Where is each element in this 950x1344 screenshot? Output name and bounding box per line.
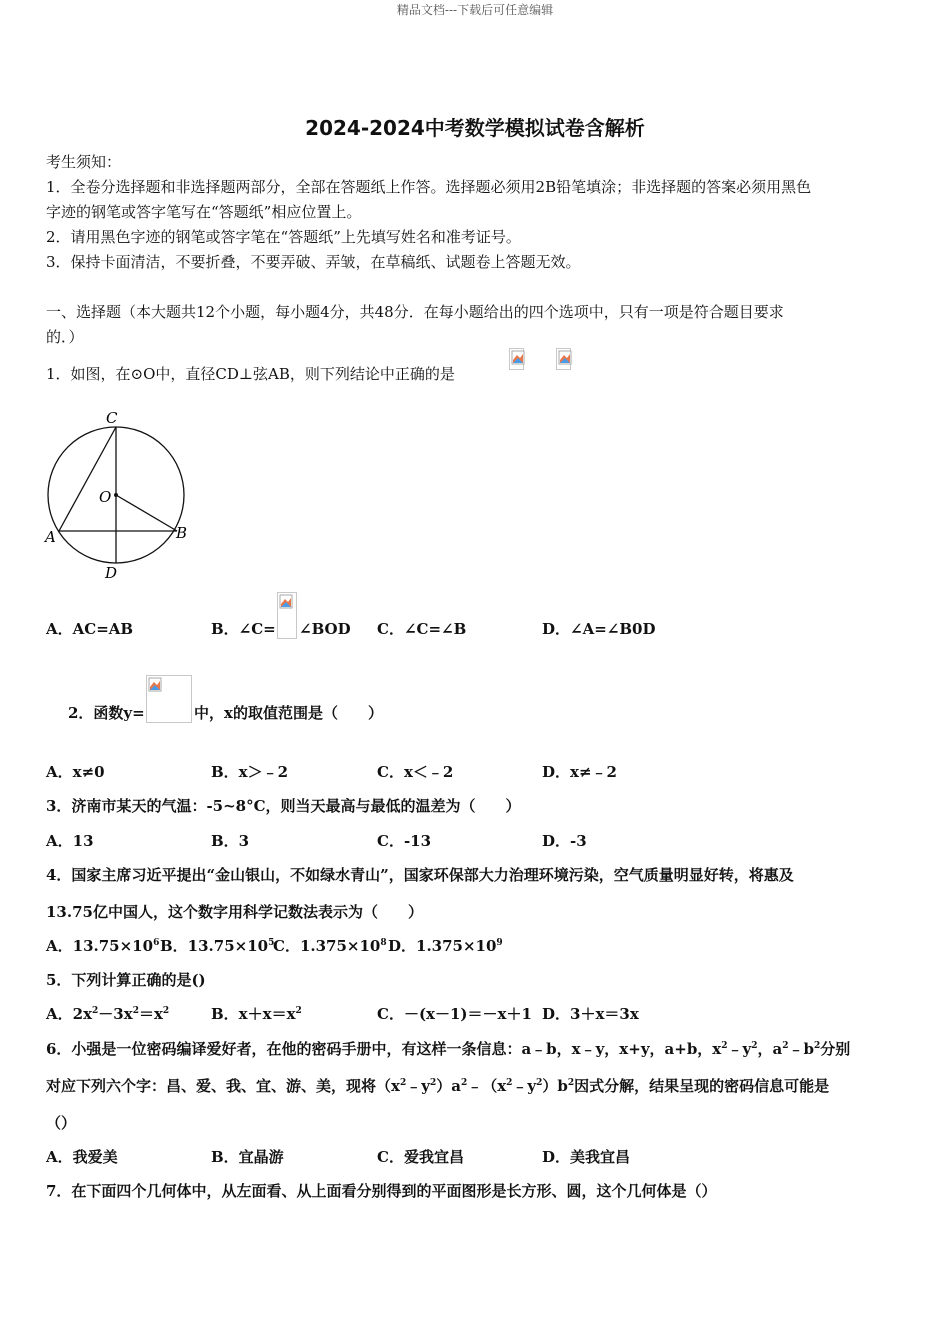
q1-stem: 1．如图，在⊙O中，直径CD⊥弦AB，则下列结论中正确的是 xyxy=(46,365,455,383)
q6-stem-cont: 对应下列六个字：昌、爱、我、宜、游、美，现将$(x^2﹣y^2)a^2﹣(x^2﹣y^2)b^2$因式分解，结果呈现的密码信息可能是 xyxy=(46,1077,830,1095)
q2-option-d[interactable]: D．x≠﹣2 xyxy=(542,763,617,781)
q3-option-b[interactable]: B．3 xyxy=(211,832,250,850)
q2-stem-post: 中，x的取值范围是（ ） xyxy=(194,704,383,722)
q2-option-a[interactable]: A．x≠0 xyxy=(46,763,105,781)
q2-option-c[interactable]: C．x＜﹣2 xyxy=(377,763,454,781)
label-d: D xyxy=(105,564,118,582)
q1-option-d[interactable]: D．∠A=∠B0D xyxy=(542,620,656,638)
circle-diagram xyxy=(40,405,200,585)
broken-image-icon xyxy=(277,592,297,639)
broken-image-icon xyxy=(146,675,192,723)
notice-heading: 考生须知： xyxy=(46,153,122,171)
section-heading: 一、选择题（本大题共12个小题，每小题4分，共48分．在每小题给出的四个选项中，只有一项是符合题目要求 xyxy=(46,303,784,321)
q6-stem: 6．小强是一位密码编译爱好者，在他的密码手册中，有这样一条信息：a﹣b，x﹣y，x+y，a+b，$x^2﹣y^2$，$a^2﹣b^2$分别 xyxy=(46,1040,851,1058)
q4-option-d[interactable]: D．$1.375\times 10^9$ xyxy=(388,937,503,955)
notice-item: 1．全卷分选择题和非选择题两部分，全部在答题纸上作答。选择题必须用2B铅笔填涂；非选择题的答案必须用黑色 xyxy=(46,178,812,196)
q1-option-b-pre[interactable]: B．∠C= xyxy=(211,620,276,638)
document-title: 2024-2024中考数学模拟试卷含解析 xyxy=(305,116,645,140)
q1-option-a[interactable]: A．AC=AB xyxy=(46,620,134,638)
q5-option-c[interactable]: C．－(x－1)＝－x＋1 xyxy=(377,1005,532,1023)
q3-option-c[interactable]: C．-13 xyxy=(377,832,432,850)
q5-option-d[interactable]: D．3＋x＝3x xyxy=(542,1005,639,1023)
notice-item: 2．请用黑色字迹的钢笔或答字笔在“答题纸”上先填写姓名和准考证号。 xyxy=(46,228,521,246)
section-heading-cont: 的．） xyxy=(46,328,84,346)
q6-option-a[interactable]: A．我爱美 xyxy=(46,1148,118,1166)
broken-image-icon xyxy=(556,348,571,370)
q4-option-b[interactable]: B．$13.75\times 10^5$ xyxy=(160,937,275,955)
q2-option-b[interactable]: B．x＞﹣2 xyxy=(211,763,289,781)
label-a: A xyxy=(45,528,56,546)
q4-stem-cont: 13.75亿中国人，这个数字用科学记数法表示为（ ） xyxy=(46,903,423,921)
q2-stem-pre: 2．函数y= xyxy=(68,704,145,722)
q6-stem-end: （） xyxy=(46,1114,77,1132)
notice-item: 字迹的钢笔或答字笔写在“答题纸”相应位置上。 xyxy=(46,203,362,221)
q3-option-d[interactable]: D．-3 xyxy=(542,832,587,850)
q4-option-a[interactable]: A．$13.75\times 10^6$ xyxy=(46,937,160,955)
q4-stem: 4．国家主席习近平提出“金山银山，不如绿水青山”，国家环保部大力治理环境污染，空气质量明显好转，将惠及 xyxy=(46,866,794,884)
label-c: C xyxy=(106,409,118,427)
q5-option-a[interactable]: A．$2x^2-3x^2=x^2$ xyxy=(46,1005,170,1023)
q1-option-c[interactable]: C．∠C=∠B xyxy=(377,620,467,638)
q3-stem: 3．济南市某天的气温：-5~8°C，则当天最高与最低的温差为（ ） xyxy=(46,797,521,815)
label-o: O xyxy=(99,488,112,506)
q4-option-c[interactable]: C．$1.375\times 10^8$ xyxy=(273,937,387,955)
segment-ob xyxy=(116,495,177,531)
segment-ac xyxy=(59,427,116,531)
q7-stem: 7．在下面四个几何体中，从左面看、从上面看分别得到的平面图形是长方形、圆，这个几何体是（） xyxy=(46,1182,717,1200)
q1-option-b-post: ∠BOD xyxy=(299,620,351,638)
label-b: B xyxy=(176,524,188,542)
center-point xyxy=(114,493,118,497)
q6-option-b[interactable]: B．宜晶游 xyxy=(211,1148,284,1166)
q3-option-a[interactable]: A．13 xyxy=(46,832,94,850)
page-header: 精品文档---下载后可任意编辑 xyxy=(396,3,554,17)
q6-option-c[interactable]: C．爱我宜昌 xyxy=(377,1148,464,1166)
q6-option-d[interactable]: D．美我宜昌 xyxy=(542,1148,631,1166)
q5-option-b[interactable]: B．$x+x=x^2$ xyxy=(211,1005,302,1023)
broken-image-icon xyxy=(509,348,524,370)
notice-item: 3．保持卡面清洁，不要折叠，不要弄破、弄皱，在草稿纸、试题卷上答题无效。 xyxy=(46,253,581,271)
q5-stem: 5．下列计算正确的是() xyxy=(46,971,206,989)
